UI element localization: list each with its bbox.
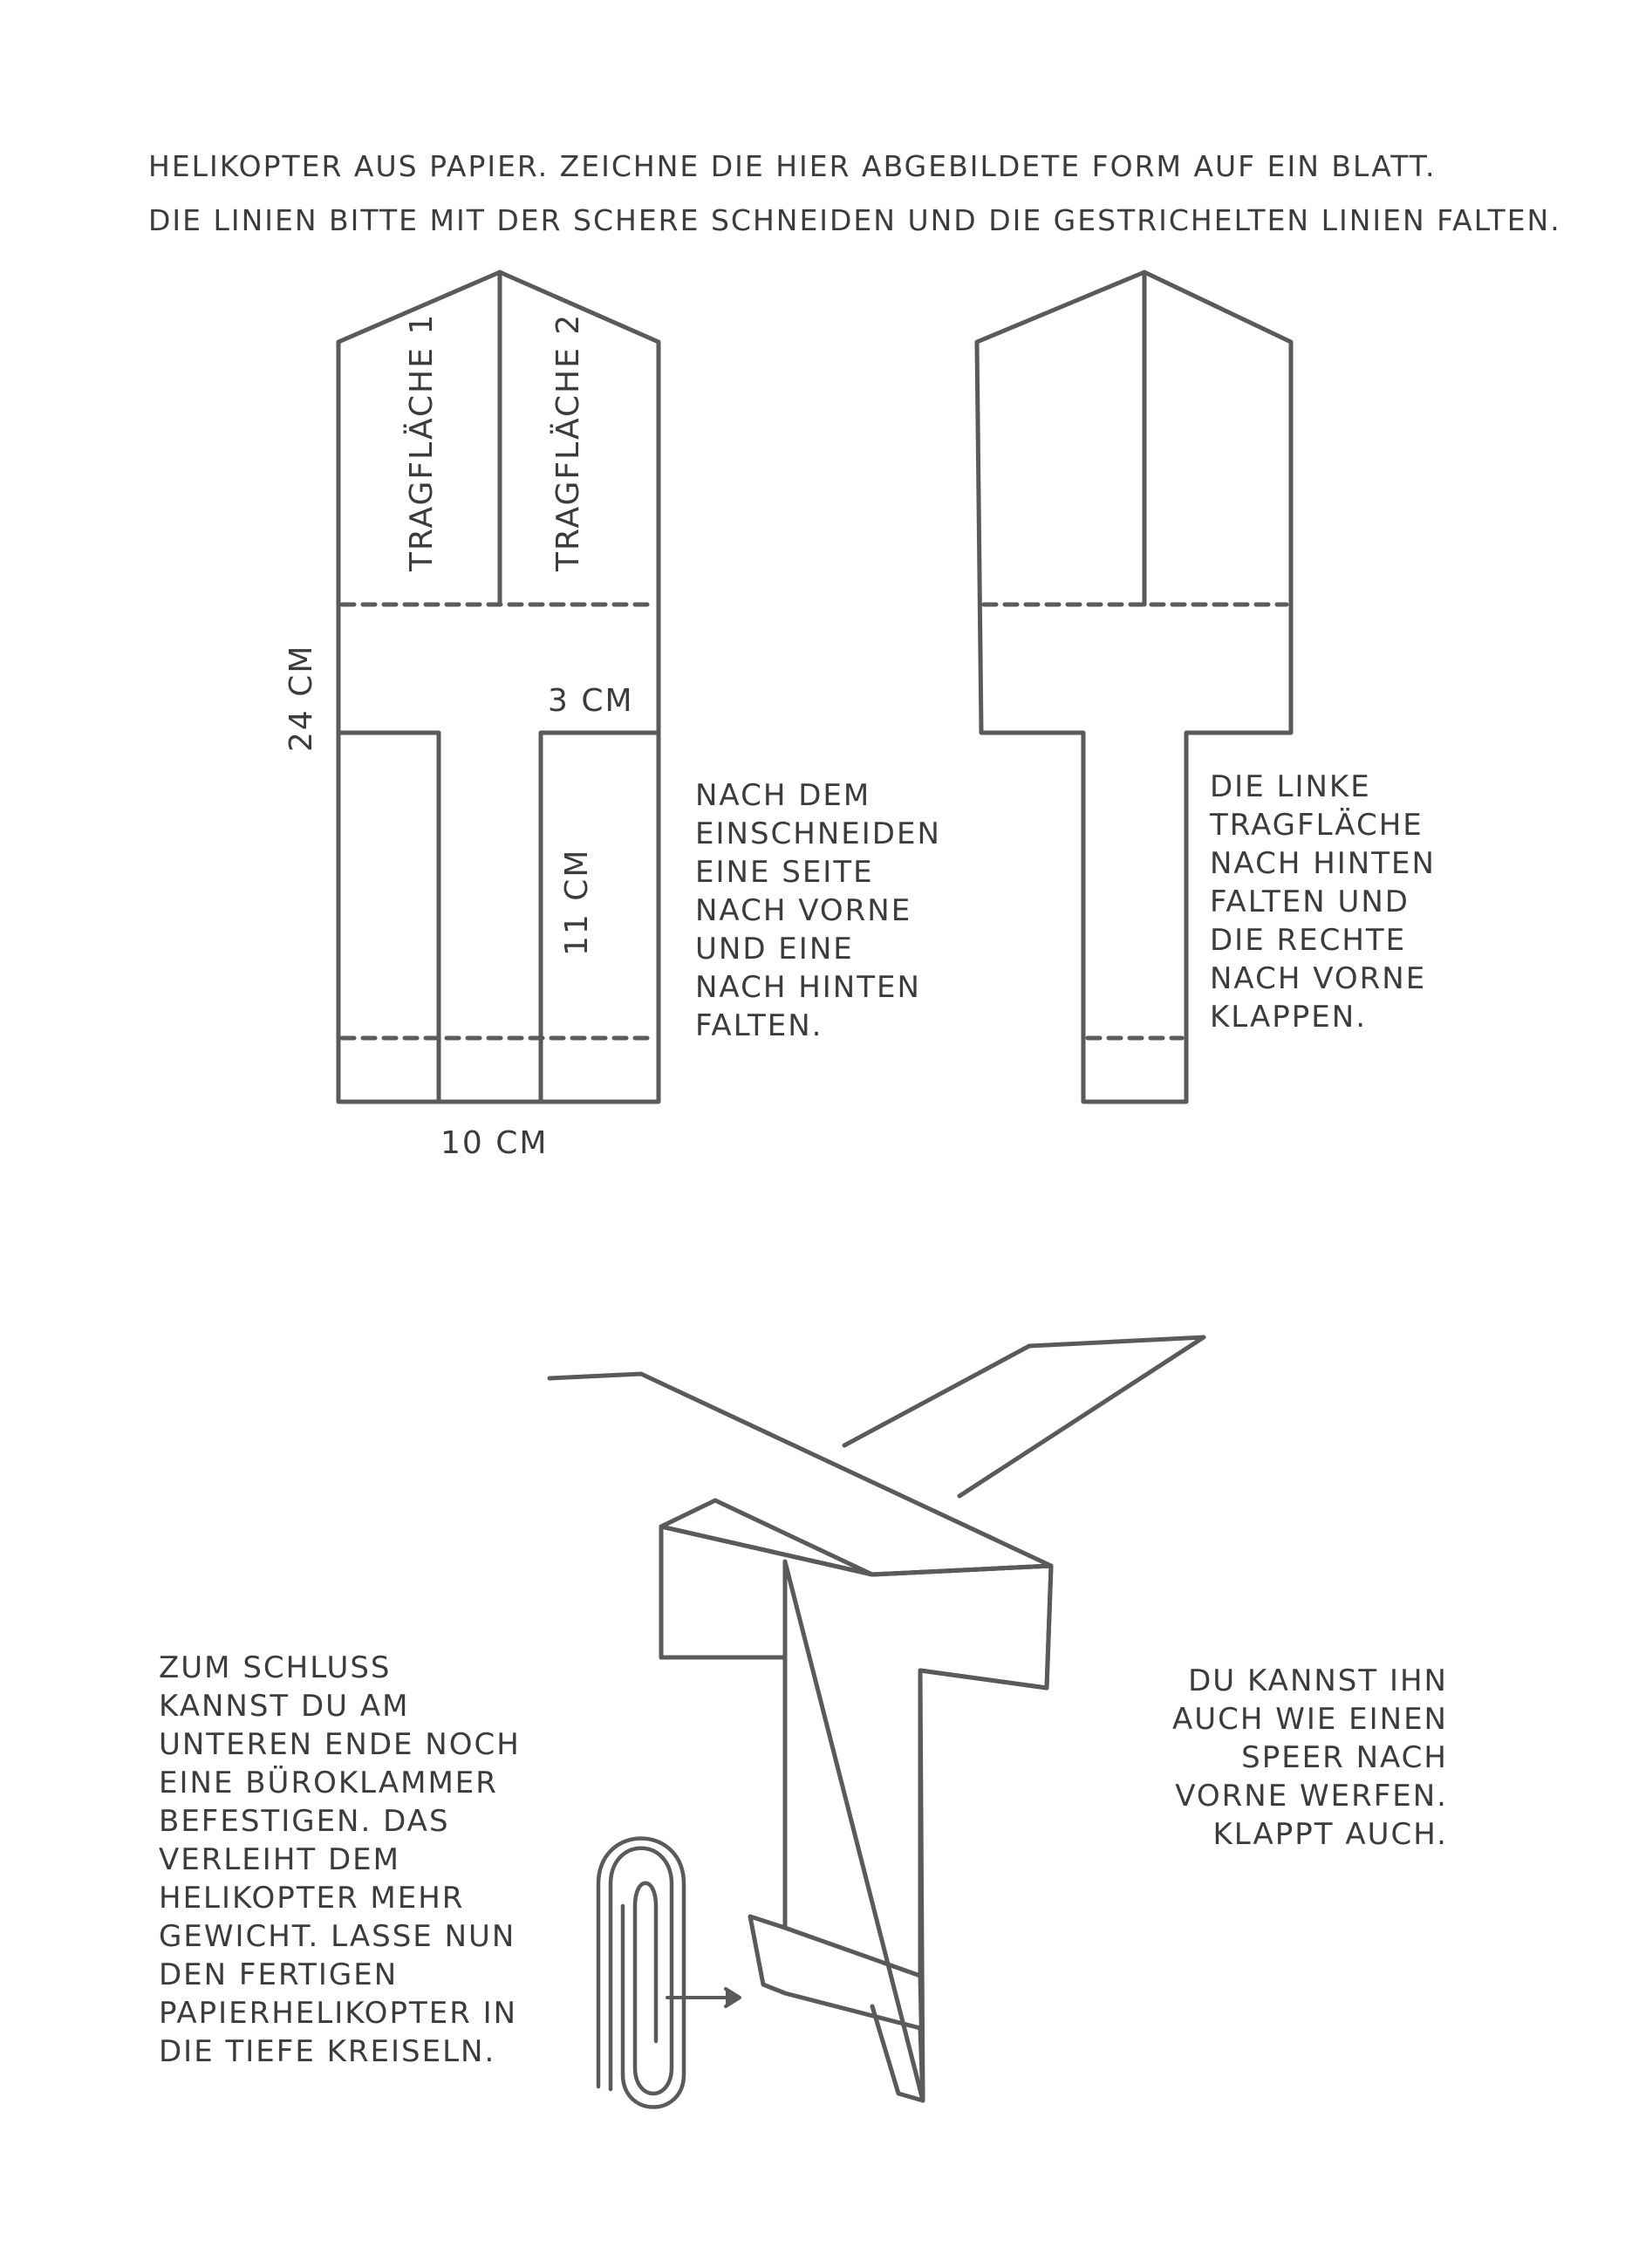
step2-line: NACH HINTEN (1210, 846, 1436, 881)
width-label: 10 CM (440, 1125, 549, 1161)
helicopter-body (661, 1527, 1051, 2101)
helicopter-wing-back (844, 1337, 1204, 1496)
finished-helicopter (550, 1337, 1204, 2101)
wing2-label: TRAGFLÄCHE 2 (550, 312, 586, 571)
tail-length-label: 11 CM (559, 848, 595, 956)
step2-line: TRAGFLÄCHE (1210, 808, 1424, 843)
instruction-paperclip (159, 1649, 521, 2071)
step1-line: EINE SEITE (695, 855, 874, 890)
step2-line: DIE RECHTE (1210, 923, 1407, 958)
helicopter-tail-edge (920, 1976, 923, 2101)
throw-line: SPEER NACH (1241, 1740, 1448, 1775)
arrow-right-icon (667, 1989, 740, 2006)
throw-line: AUCH WIE EINEN (1171, 1702, 1448, 1737)
paperclip-line: DEN FERTIGEN (159, 1957, 399, 1992)
step1-line: NACH DEM (695, 778, 871, 813)
step2-line: KLAPPEN. (1210, 1000, 1368, 1035)
paperclip-line: PAPIERHELIKOPTER IN (159, 1996, 518, 2031)
helicopter-wing-front (550, 1374, 1051, 1575)
step2-line: NACH VORNE (1210, 961, 1427, 996)
paperclip-line: BEFESTIGEN. DAS (159, 1804, 450, 1839)
instruction-step-2 (1210, 768, 1436, 1036)
wing1-label: TRAGFLÄCHE 1 (404, 312, 440, 571)
paperclip-line: VERLEIHT DEM (159, 1842, 400, 1877)
paperclip-line: HELIKOPTER MEHR (159, 1881, 465, 1916)
throw-line: KLAPPT AUCH. (1212, 1817, 1448, 1852)
paperclip-line: ZUM SCHLUSS (159, 1650, 392, 1685)
step2-line: FALTEN UND (1210, 885, 1410, 919)
step1-line: FALTEN. (695, 1008, 823, 1043)
step2-line: DIE LINKE (1210, 769, 1371, 804)
paperclip-icon (598, 1839, 684, 2107)
helicopter-body-front (661, 1527, 1051, 1976)
paperclip-line: KANNST DU AM (159, 1689, 410, 1724)
paperclip-line: EINE BÜROKLAMMER (159, 1766, 498, 1800)
step1-line: NACH VORNE (695, 893, 912, 928)
intro-line-1: HELIKOPTER AUS PAPIER. ZEICHNE DIE HIER ABGEBILDETE FORM AUF EIN BLATT. (148, 149, 1437, 183)
step1-line: EINSCHNEIDEN (695, 816, 941, 851)
slot-width-label: 3 CM (548, 683, 634, 719)
instruction-throw (1134, 1662, 1448, 1854)
throw-line: DU KANNST IHN (1188, 1663, 1448, 1698)
template-outline-bottom (338, 733, 659, 1102)
step1-line: UND EINE (695, 932, 854, 967)
paperclip-line: GEWICHT. LASSE NUN (159, 1919, 516, 1954)
instruction-step-1 (695, 776, 941, 1045)
paperclip-line: UNTEREN ENDE NOCH (159, 1727, 521, 1762)
step1-line: NACH HINTEN (695, 970, 921, 1005)
intro-line-2: DIE LINIEN BITTE MIT DER SCHERE SCHNEIDEN UND DIE GESTRICHELTEN LINIEN FALTEN. (148, 203, 1561, 237)
paperclip-line: DIE TIEFE KREISELN. (159, 2034, 496, 2069)
throw-line: VORNE WERFEN. (1175, 1779, 1448, 1814)
helicopter-top-edge (661, 1500, 872, 1575)
height-label: 24 CM (283, 644, 319, 752)
